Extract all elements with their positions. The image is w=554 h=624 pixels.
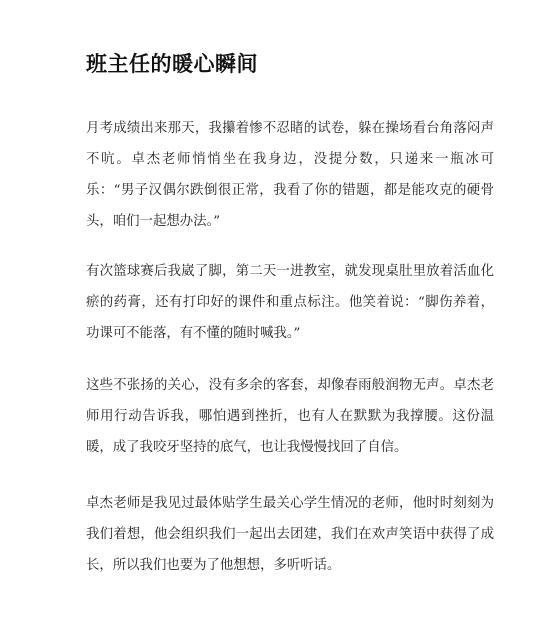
paragraph-2: 有次篮球赛后我崴了脚，第二天一进教室，就发现桌肚里放着活血化瘀的药膏，还有打印好的课件和重点标注。他笑着说：“脚伤养着，功课可不能落，有不懂的随时喊我。” [86,264,494,341]
paragraph-1: 月考成绩出来那天，我攥着惨不忍睹的试卷，躲在操场看台角落闷声不吭。卓杰老师悄悄坐在我身边，没提分数，只递来一瓶冰可乐：“男子汉偶尔跌倒很正常，我看了你的错题，都是能攻克的硬骨头，咱们一起想办法。” [86,121,494,229]
paragraph-3: 这些不张扬的关心，没有多余的客套，却像春雨般润物无声。卓杰老师用行动告诉我，哪怕遇到挫折，也有人在默默为我撑腰。这份温暖，成了我咬牙坚持的底气，也让我慢慢找回了自信。 [86,378,494,455]
page-title: 班主任的暖心瞬间 [86,51,258,76]
paragraph-4: 卓杰老师是我见过最体贴学生最关心学生情况的老师，他时时刻刻为我们着想，他会组织我们一起出去团建，我们在欢声笑语中获得了成长，所以我们也要为了他想想，多听听话。 [86,496,494,573]
